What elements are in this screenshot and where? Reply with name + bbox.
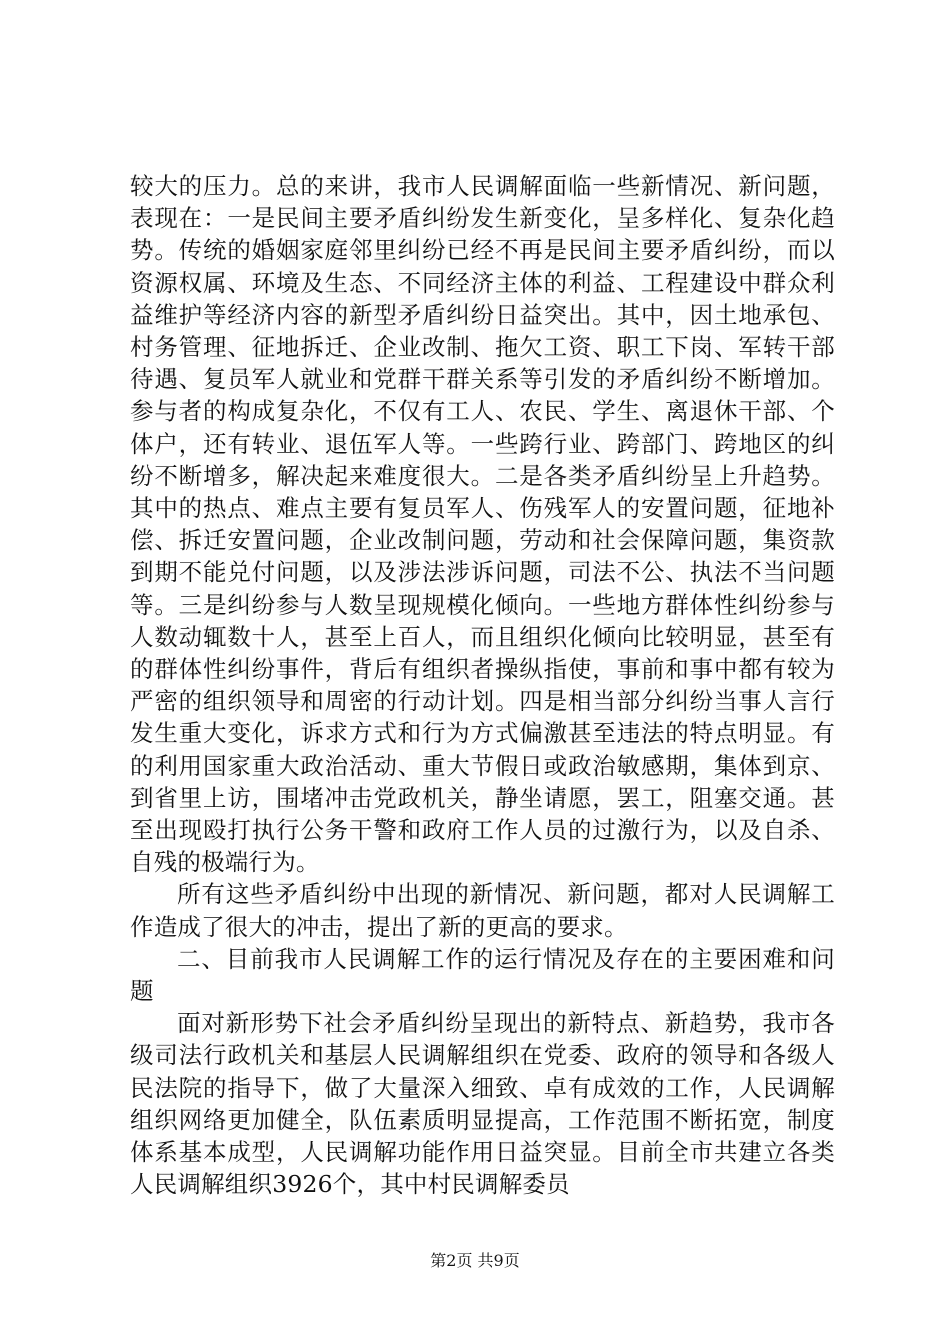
paragraph-continued: 较大的压力。总的来讲，我市人民调解面临一些新情况、新问题，表现在：一是民间主要矛盾纠纷发生新变化，呈多样化、复杂化趋势。传统的婚姻家庭邻里纠纷已经不再是民间主要矛盾纠纷，而以资源权属、环境及生态、不同经济主体的利益、工程建设中群众利益维护等经济内容的新型矛盾纠纷日益突出。其中，因土地承包、村务管理、征地拆迁、企业改制、拖欠工资、职工下岗、军转干部待遇、复员军人就业和党群干群关系等引发的矛盾纠纷不断增加。参与者的构成复杂化，不仅有工人、农民、学生、离退休干部、个体户，还有转业、退伍军人等。一些跨行业、跨部门、跨地区的纠纷不断增多，解决起来难度很大。二是各类矛盾纠纷呈上升趋势。其中的热点、难点主要有复员军人、伤残军人的安置问题，征地补偿、拆迁安置问题，企业改制问题，劳动和社会保障问题，集资款到期不能兑付问题，以及涉法涉诉问题，司法不公、执法不当问题等。三是纠纷参与人数呈现规模化倾向。一些地方群体性纠纷参与人数动辄数十人，甚至上百人，而且组织化倾向比较明显，甚至有的群体性纠纷事件，背后有组织者操纵指使，事前和事中都有较为严密的组织领导和周密的行动计划。四是相当部分纠纷当事人言行发生重大变化，诉求方式和行为方式偏激甚至违法的特点明显。有的利用国家重大政治活动、重大节假日或政治敏感期，集体到京、到省里上访，围堵冲击党政机关，静坐请愿，罢工，阻塞交通。甚至出现殴打执行公务干警和政府工作人员的过激行为，以及自杀、自残的极端行为。 bbox=[130, 172, 835, 877]
paragraph: 所有这些矛盾纠纷中出现的新情况、新问题，都对人民调解工作造成了很大的冲击，提出了新的更高的要求。 bbox=[130, 880, 835, 941]
document-body bbox=[130, 170, 835, 1201]
page-number-footer: 第2页 共9页 bbox=[430, 1251, 520, 1270]
section-heading: 二、目前我市人民调解工作的运行情况及存在的主要困难和问题 bbox=[130, 944, 835, 1006]
paragraph: 面对新形势下社会矛盾纠纷呈现出的新特点、新趋势，我市各级司法行政机关和基层人民调解组织在党委、政府的领导和各级人民法院的指导下，做了大量深入细致、卓有成效的工作，人民调解组织网络更加健全，队伍素质明显提高，工作范围不断拓宽，制度体系基本成型，人民调解功能作用日益突显。目前全市共建立各类人民调解组织3926个，其中村民调解委员 bbox=[130, 1009, 835, 1199]
